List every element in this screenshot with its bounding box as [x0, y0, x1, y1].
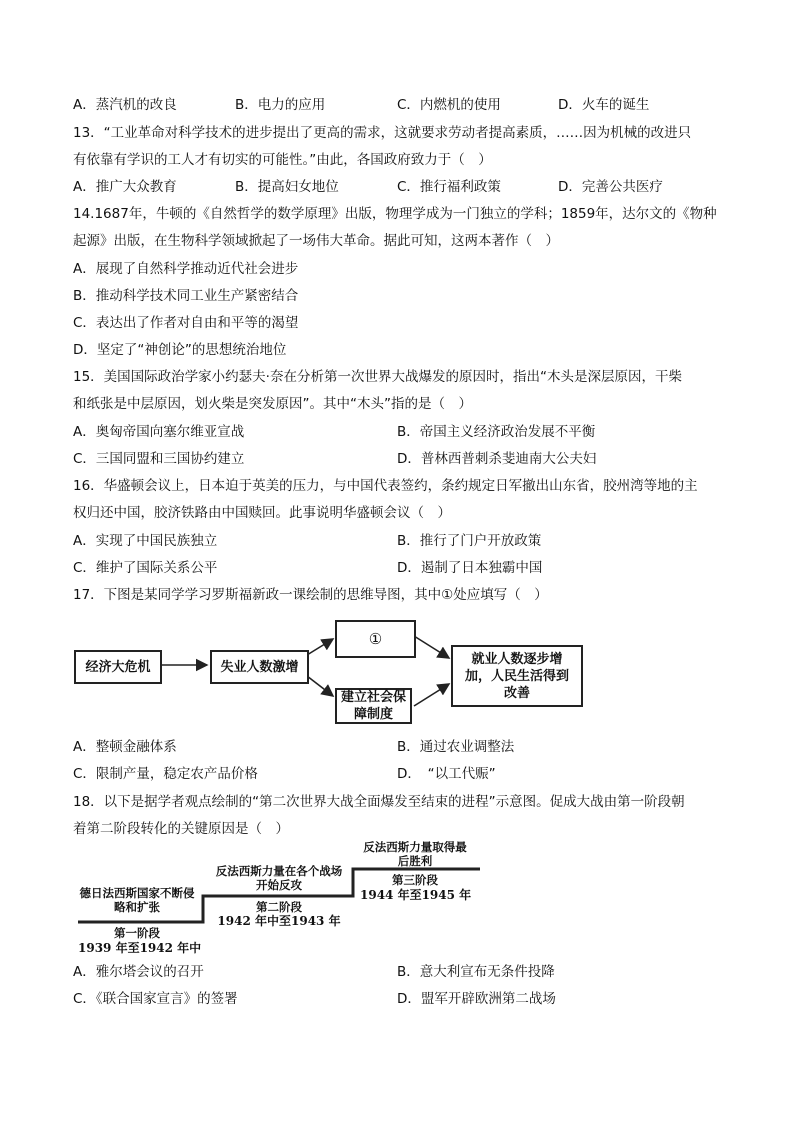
q15-option-a: A．奥匈帝国向塞尔维亚宣战 [73, 424, 245, 440]
q14-option-a: A．展现了自然科学推动近代社会进步 [73, 261, 299, 277]
q12-option-a: A．蒸汽机的改良 [73, 97, 177, 113]
stage2-name: 第二阶段 [256, 900, 302, 914]
diagram-box-economic-crisis: 经济大危机 [74, 650, 162, 684]
q15-stem-line2: 和纸张是中层原因，划火柴是突发原因”。其中“木头”指的是（ ） [73, 396, 472, 412]
q16-option-c: C．维护了国际关系公平 [73, 560, 218, 576]
q13-option-c: C．推行福利政策 [397, 179, 501, 195]
q14-option-c: C．表达出了作者对自由和平等的渴望 [73, 315, 299, 331]
q16-option-d: D．遏制了日本独霸中国 [397, 560, 543, 576]
q17-stem-line1: 17．下图是某同学学习罗斯福新政一课绘制的思维导图，其中①处应填写（ ） [73, 587, 548, 603]
q14-option-d: D．坚定了“神创论”的思想统治地位 [73, 342, 287, 358]
q16-stem-line2: 权归还中国，胶济铁路由中国赎回。此事说明华盛顿会议（ ） [73, 505, 451, 521]
q18-option-a: A．雅尔塔会议的召开 [73, 964, 204, 980]
q17-option-a: A．整顿金融体系 [73, 739, 177, 755]
q13-stem-line2: 有依靠有学识的工人才有切实的可能性。”由此，各国政府致力于（ ） [73, 152, 492, 168]
stage3-name: 第三阶段 [392, 873, 438, 887]
q15-option-c: C．三国同盟和三国协约建立 [73, 451, 245, 467]
q17-option-d: D． “以工代赈” [397, 766, 496, 782]
q13-option-d: D．完善公共医疗 [558, 179, 663, 195]
stage3-description: 反法西斯力量取得最后胜利 [363, 840, 467, 868]
stage1-name: 第一阶段 [114, 926, 160, 940]
diagram-box-blank-1: ① [335, 620, 416, 658]
q12-option-c: C．内燃机的使用 [397, 97, 501, 113]
q13-option-b: B．提高妇女地位 [235, 179, 339, 195]
q17-option-c: C．限制产量，稳定农产品价格 [73, 766, 258, 782]
stage1-time: 1939 年至1942 年中 [78, 941, 202, 955]
stage3-time: 1944 年至1945 年 [360, 888, 472, 902]
q15-option-b: B．帝国主义经济政治发展不平衡 [397, 424, 596, 440]
q17-option-b: B．通过农业调整法 [397, 739, 515, 755]
q14-stem-line2: 起源》出版，在生物科学领域掀起了一场伟大革命。据此可知，这两本著作（ ） [73, 233, 559, 249]
q18-stem-line1: 18．以下是据学者观点绘制的“第二次世界大战全面爆发至结束的进程”示意图。促成大战由第一阶段朝 [73, 794, 685, 810]
q16-option-b: B．推行了门户开放政策 [397, 533, 542, 549]
q14-option-b: B．推动科学技术同工业生产紧密结合 [73, 288, 299, 304]
q15-option-d: D．普林西普刺杀斐迪南大公夫妇 [397, 451, 597, 467]
stage1-description: 德日法西斯国家不断侵略和扩张 [79, 886, 195, 914]
diagram-box-unemployment-surge: 失业人数激增 [210, 650, 309, 684]
q18-option-b: B．意大利宣布无条件投降 [397, 964, 555, 980]
q18-option-c: C．《联合国家宣言》的签署 [73, 991, 238, 1007]
stage2-description: 反法西斯力量在各个战场开始反攻 [215, 864, 343, 892]
q14-stem-line1: 14.1687年，牛顿的《自然哲学的数学原理》出版，物理学成为一门独立的学科；1859年，达尔文的《物种 [73, 206, 717, 222]
q15-stem-line1: 15．美国国际政治学家小约瑟夫·奈在分析第一次世界大战爆发的原因时，指出“木头是深层原因，干柴 [73, 369, 682, 385]
stage2-time: 1942 年中至1943 年 [217, 914, 341, 928]
q16-stem-line1: 16．华盛顿会议上，日本迫于英美的压力，与中国代表签约，条约规定日军撤出山东省，胶州湾等地的主 [73, 478, 698, 494]
q18-stem-line2: 着第二阶段转化的关键原因是（ ） [73, 821, 289, 837]
q13-stem-line1: 13．“工业革命对科学技术的进步提出了更高的需求，这就要求劳动者提高素质，……因为机械的改进只 [73, 125, 692, 141]
q18-option-d: D．盟军开辟欧洲第二战场 [397, 991, 556, 1007]
q13-option-a: A．推广大众教育 [73, 179, 177, 195]
diagram-box-employment-improves: 就业人数逐步增加，人民生活得到改善 [451, 645, 583, 707]
q12-option-d: D．火车的诞生 [558, 97, 650, 113]
diagram-box-social-security: 建立社会保障制度 [335, 688, 412, 724]
q12-option-b: B．电力的应用 [235, 97, 326, 113]
q16-option-a: A．实现了中国民族独立 [73, 533, 218, 549]
